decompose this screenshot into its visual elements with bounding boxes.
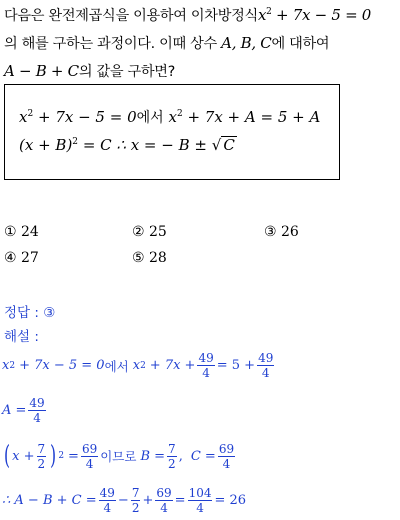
answer-label: 정답 : ③ [4,305,56,321]
question-equation: $x^2 + 7x - 5 = 0$ [257,6,372,24]
choice-4[interactable]: ④ 27 [4,250,39,266]
fraction: $\frac{7}{2}$ [131,486,140,515]
solution-step-2: A = $\frac{49}{4}$ [2,396,45,425]
fraction: $\frac{69}{4}$ [156,486,172,515]
fraction: $\frac{7}{2}$ [168,441,176,471]
choice-5[interactable]: ⑤ 28 [132,250,167,266]
choice-3[interactable]: ③ 26 [264,224,299,240]
question-line-1 [4,2,396,30]
question-target-expression: A − B + C [4,62,79,80]
fraction: $\frac{104}{4}$ [188,486,212,515]
question-text [4,2,396,86]
question-line-1-text: 다음은 완전제곱식을 이용하여 이차방정식 [4,8,258,24]
question-line-2: 의 해를 구하는 과정이다. 이때 상수 A, B, C에 대하여 [4,34,330,52]
solution-step-1: x 2 + 7x − 5 = 0 에서 x 2 + 7x + $\frac{49}{4}$ = 5 + $\frac{49}{4}$ [2,351,274,380]
choice-1[interactable]: ① 24 [4,224,39,240]
fraction: $\frac{49}{4}$ [198,351,214,380]
process-line-1: $x^2 + 7x - 5 = 0$에서 $x^2 + 7x + A = 5 + A$ [19,108,321,126]
process-line-2: $(x + B)^2 = C$ ∴ x = − B ± √ C [19,136,235,154]
fraction: $\frac{69}{4}$ [81,441,98,471]
fraction: $\frac{49}{4}$ [29,396,45,425]
fraction: $\frac{49}{4}$ [99,486,115,515]
question-line-3: A − B + C의 값을 구하면? [4,62,175,80]
sqrt-c: C [223,136,235,154]
solution-step-3: ( x + $\frac{7}{2}$ ) 2 = $\frac{69}{4}$ 이므로 B = $\frac{7}{2}$ , C = $\frac{69}{4}$ [4,441,235,471]
fraction: $\frac{7}{2}$ [37,441,46,471]
process-box [4,84,340,180]
question-constants: A, B, C [221,34,272,52]
solution-step-4: ∴ A − B + C = $\frac{49}{4}$ − $\frac{7}{2}$ + $\frac{69}{4}$ = $\frac{104}{4}$ = 26 [2,486,247,515]
fraction: $\frac{49}{4}$ [258,351,274,380]
choice-2[interactable]: ② 25 [132,224,167,240]
explanation-label: 해설 : [4,329,39,345]
fraction: $\frac{69}{4}$ [218,441,235,471]
